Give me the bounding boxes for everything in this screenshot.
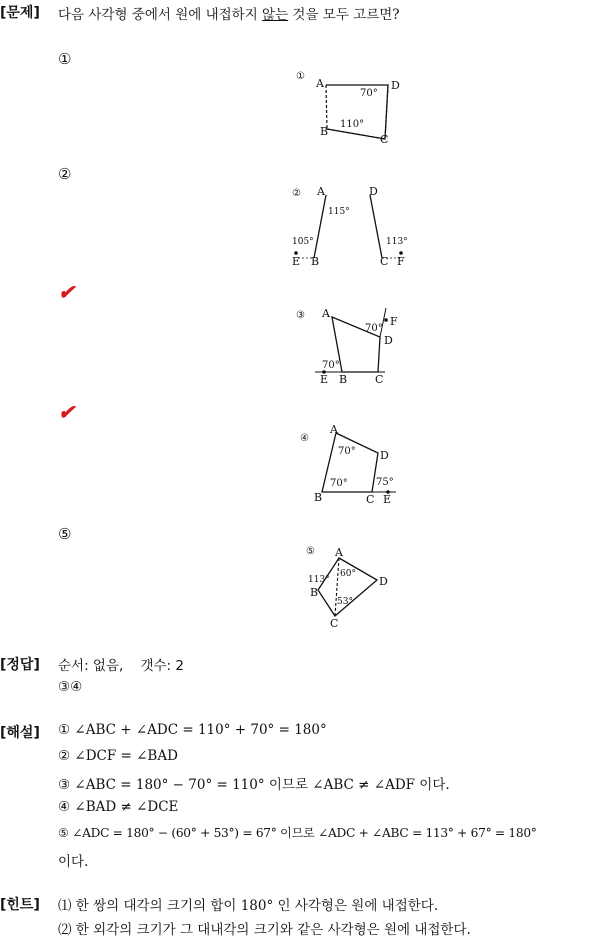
figure-3-num: ③ bbox=[296, 310, 305, 321]
explanation-line-5: ⑤ ∠ADC = 180° − (60° + 53°) = 67° 이므로 ∠ADC + ∠ABC = 113° + 67° = 180° bbox=[58, 826, 537, 840]
answer-tag: [정답] bbox=[0, 657, 40, 673]
explanation-line-4: ④ ∠BAD ≠ ∠DCE bbox=[58, 799, 179, 815]
explanation-line-3: ③ ∠ABC = 180° − 70° = 110° 이므로 ∠ABC ≠ ∠ADF 이다. bbox=[58, 777, 450, 793]
choice-1[interactable]: ① bbox=[58, 50, 72, 68]
figure-4-label-e: E bbox=[383, 493, 392, 506]
hint-line-2: ⑵ 한 외각의 크기가 그 대내각의 크기와 같은 사각형은 원에 내접한다. bbox=[58, 922, 471, 938]
problem-text bbox=[58, 3, 400, 23]
explanation-line-1: ① ∠ABC + ∠ADC = 110° + 70° = 180° bbox=[58, 722, 327, 738]
figure-4 bbox=[296, 425, 408, 510]
figure-5-diagonal bbox=[335, 558, 339, 616]
figure-4-label-b: B bbox=[314, 491, 323, 504]
figure-4-num: ④ bbox=[300, 433, 309, 444]
figure-2-angle-a: 115° bbox=[328, 207, 350, 217]
figure-2-num: ② bbox=[292, 188, 301, 199]
figure-2-label-c: C bbox=[380, 255, 389, 268]
figure-2-label-b: B bbox=[311, 255, 320, 268]
figure-4-angle-c: 75° bbox=[376, 477, 394, 488]
problem-text-after: 것을 모두 고르면? bbox=[288, 7, 400, 23]
figure-5-angle-b: 113° bbox=[308, 575, 330, 585]
choice-5[interactable]: ⑤ bbox=[58, 525, 72, 543]
figure-2-label-a: A bbox=[317, 185, 325, 198]
figure-1 bbox=[290, 65, 410, 150]
explanation-line-6: 이다. bbox=[58, 854, 89, 870]
figure-1-label-c: C bbox=[380, 133, 389, 146]
figure-1-label-b: B bbox=[320, 125, 329, 138]
figure-5 bbox=[302, 540, 402, 630]
figure-5-angle-a: 60° bbox=[340, 569, 356, 579]
figure-2-side-ab bbox=[314, 195, 326, 258]
figure-5-angle-c: 53° bbox=[337, 597, 353, 607]
figure-1-side-ab bbox=[326, 85, 327, 129]
problem-text-before: 다음 사각형 중에서 원에 내접하지 bbox=[58, 7, 263, 23]
figure-3-label-c: C bbox=[375, 373, 384, 386]
figure-3-angle-b: 70° bbox=[322, 360, 340, 371]
figure-3-label-b: B bbox=[339, 373, 348, 386]
figure-1-label-a: A bbox=[316, 77, 324, 90]
figure-3 bbox=[290, 300, 410, 390]
figure-4-angle-a: 70° bbox=[338, 446, 356, 457]
figure-2-label-f: F bbox=[397, 255, 405, 268]
figure-5-label-c: C bbox=[330, 617, 339, 630]
figure-2-angle-b: 105° bbox=[292, 237, 314, 247]
figure-4-label-c: C bbox=[366, 493, 375, 506]
figure-1-angle-b: 110° bbox=[340, 119, 365, 130]
explanation-line-2: ② ∠DCF = ∠BAD bbox=[58, 748, 178, 764]
figure-5-quad bbox=[318, 558, 377, 616]
figure-3-label-f: F bbox=[390, 315, 398, 328]
figure-1-quad-top bbox=[326, 85, 388, 139]
explanation-tag: [해설] bbox=[0, 725, 40, 741]
figure-2-side-dc bbox=[370, 195, 382, 258]
figure-4-angle-b: 70° bbox=[330, 478, 348, 489]
hint-line-1: ⑴ 한 쌍의 대각의 크기의 합이 180° 인 사각형은 원에 내접한다. bbox=[58, 898, 439, 914]
problem-text-underlined: 않는 bbox=[262, 7, 289, 23]
figure-5-label-b: B bbox=[310, 586, 319, 599]
choice-4-check[interactable]: ✔ bbox=[58, 400, 75, 424]
answer-line-1: 순서: 없음, 갯수: 2 bbox=[58, 658, 184, 674]
figure-1-num: ① bbox=[296, 71, 305, 82]
figure-3-label-a: A bbox=[322, 307, 330, 320]
answer-line-2: ③④ bbox=[58, 679, 83, 695]
figure-3-point-f bbox=[384, 318, 388, 322]
figure-2-label-e: E bbox=[292, 255, 301, 268]
choice-2[interactable]: ② bbox=[58, 165, 72, 183]
figure-2-label-d: D bbox=[369, 185, 378, 198]
figure-5-label-a: A bbox=[335, 546, 343, 559]
figure-5-label-d: D bbox=[379, 575, 388, 588]
choice-3-check[interactable]: ✔ bbox=[58, 280, 75, 304]
figure-5-num: ⑤ bbox=[306, 546, 315, 557]
figure-4-label-a: A bbox=[330, 425, 338, 436]
figure-3-angle-d: 70° bbox=[365, 323, 383, 334]
figure-2-angle-c: 113° bbox=[386, 237, 408, 247]
figure-3-label-d: D bbox=[384, 334, 393, 347]
hint-tag: [힌트] bbox=[0, 897, 40, 913]
figure-3-label-e: E bbox=[320, 373, 329, 386]
figure-4-label-d: D bbox=[380, 449, 389, 462]
problem-tag: [문제] bbox=[0, 5, 40, 21]
figure-1-label-d: D bbox=[391, 79, 400, 92]
figure-1-angle-d: 70° bbox=[360, 88, 378, 99]
figure-2 bbox=[288, 180, 418, 270]
